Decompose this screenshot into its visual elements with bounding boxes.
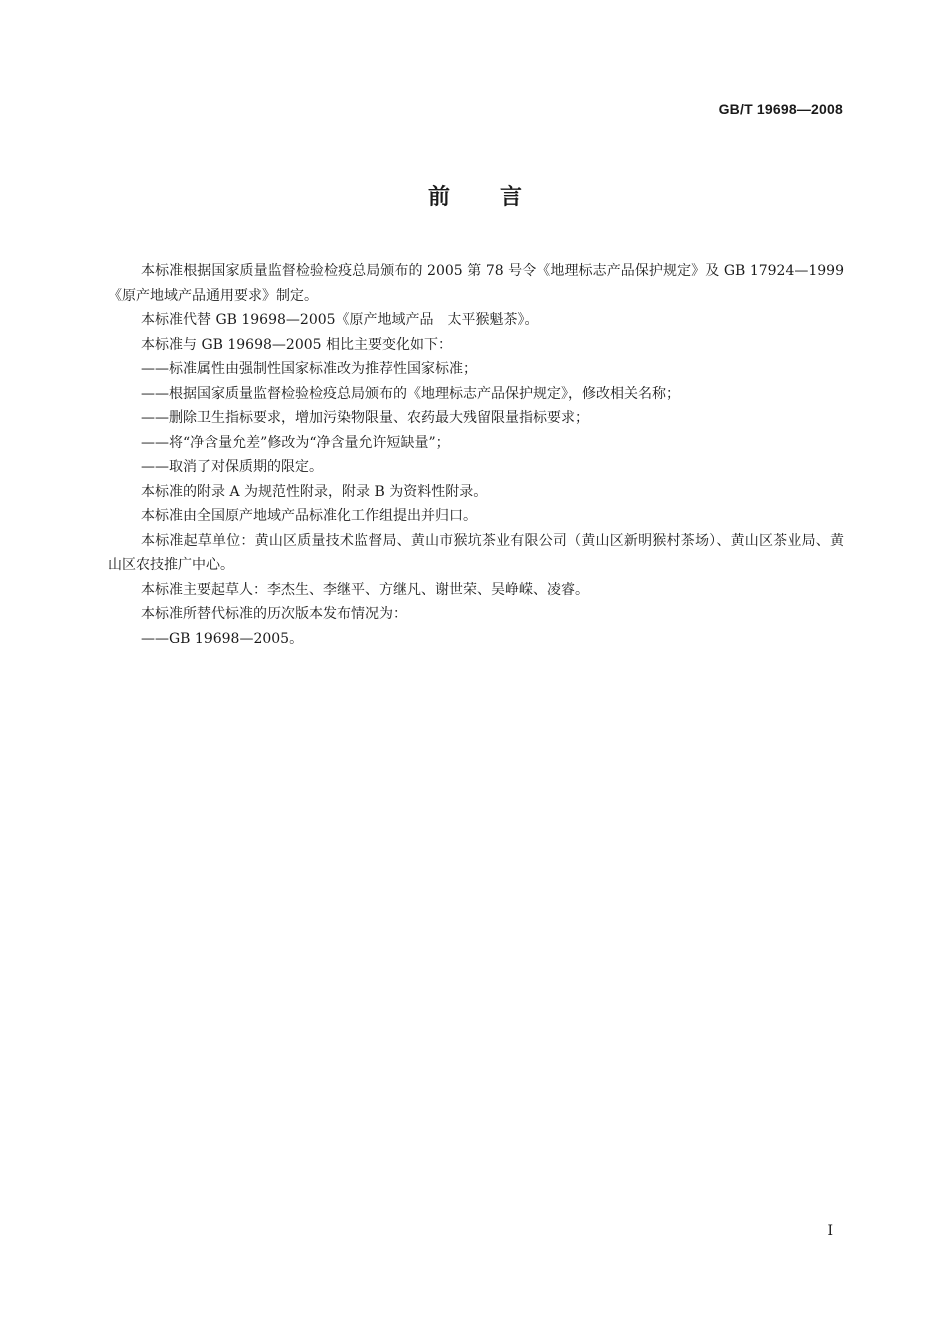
- paragraph-replaces: 本标准代替 GB 19698—2005《原产地域产品 太平猴魁茶》。: [141, 312, 539, 328]
- paragraph-drafting-units: 本标准起草单位：黄山区质量技术监督局、黄山市猴坑茶业有限公司（黄山区新明猴村茶场）、黄山区茶业局、黄山区农技推广中心。: [108, 532, 844, 573]
- foreword-body: [108, 259, 844, 651]
- list-item-change-4: ——将“净含量允差”修改为“净含量允许短缺量”；: [141, 434, 450, 451]
- page-title: 前言: [427, 185, 572, 210]
- list-item-change-5: ——取消了对保质期的限定。: [141, 459, 323, 475]
- paragraph-basis: 本标准根据国家质量监督检验检疫总局颁布的 2005 第 78 号令《地理标志产品保护规定》及 GB 17924—1999《原产地域产品通用要求》制定。: [108, 263, 844, 304]
- standard-code: GB/T 19698—2008: [718, 101, 843, 117]
- page-number: I: [827, 1223, 833, 1239]
- list-item-history-1: ——GB 19698—2005。: [141, 630, 304, 647]
- list-item-change-2: ——根据国家质量监督检验检疫总局颁布的《地理标志产品保护规定》，修改相关名称；: [141, 385, 680, 402]
- paragraph-changes-intro: 本标准与 GB 19698—2005 相比主要变化如下：: [141, 336, 452, 353]
- paragraph-drafters: 本标准主要起草人：李杰生、李继平、方继凡、谢世荣、吴峥嵘、凌睿。: [141, 581, 589, 598]
- paragraph-proposer: 本标准由全国原产地域产品标准化工作组提出并归口。: [141, 508, 477, 524]
- paragraph-history-intro: 本标准所替代标准的历次版本发布情况为：: [141, 606, 407, 622]
- list-item-change-3: ——删除卫生指标要求，增加污染物限量、农药最大残留限量指标要求；: [141, 410, 589, 426]
- list-item-change-1: ——标准属性由强制性国家标准改为推荐性国家标准；: [141, 361, 477, 377]
- paragraph-annexes: 本标准的附录 A 为规范性附录，附录 B 为资料性附录。: [141, 483, 488, 500]
